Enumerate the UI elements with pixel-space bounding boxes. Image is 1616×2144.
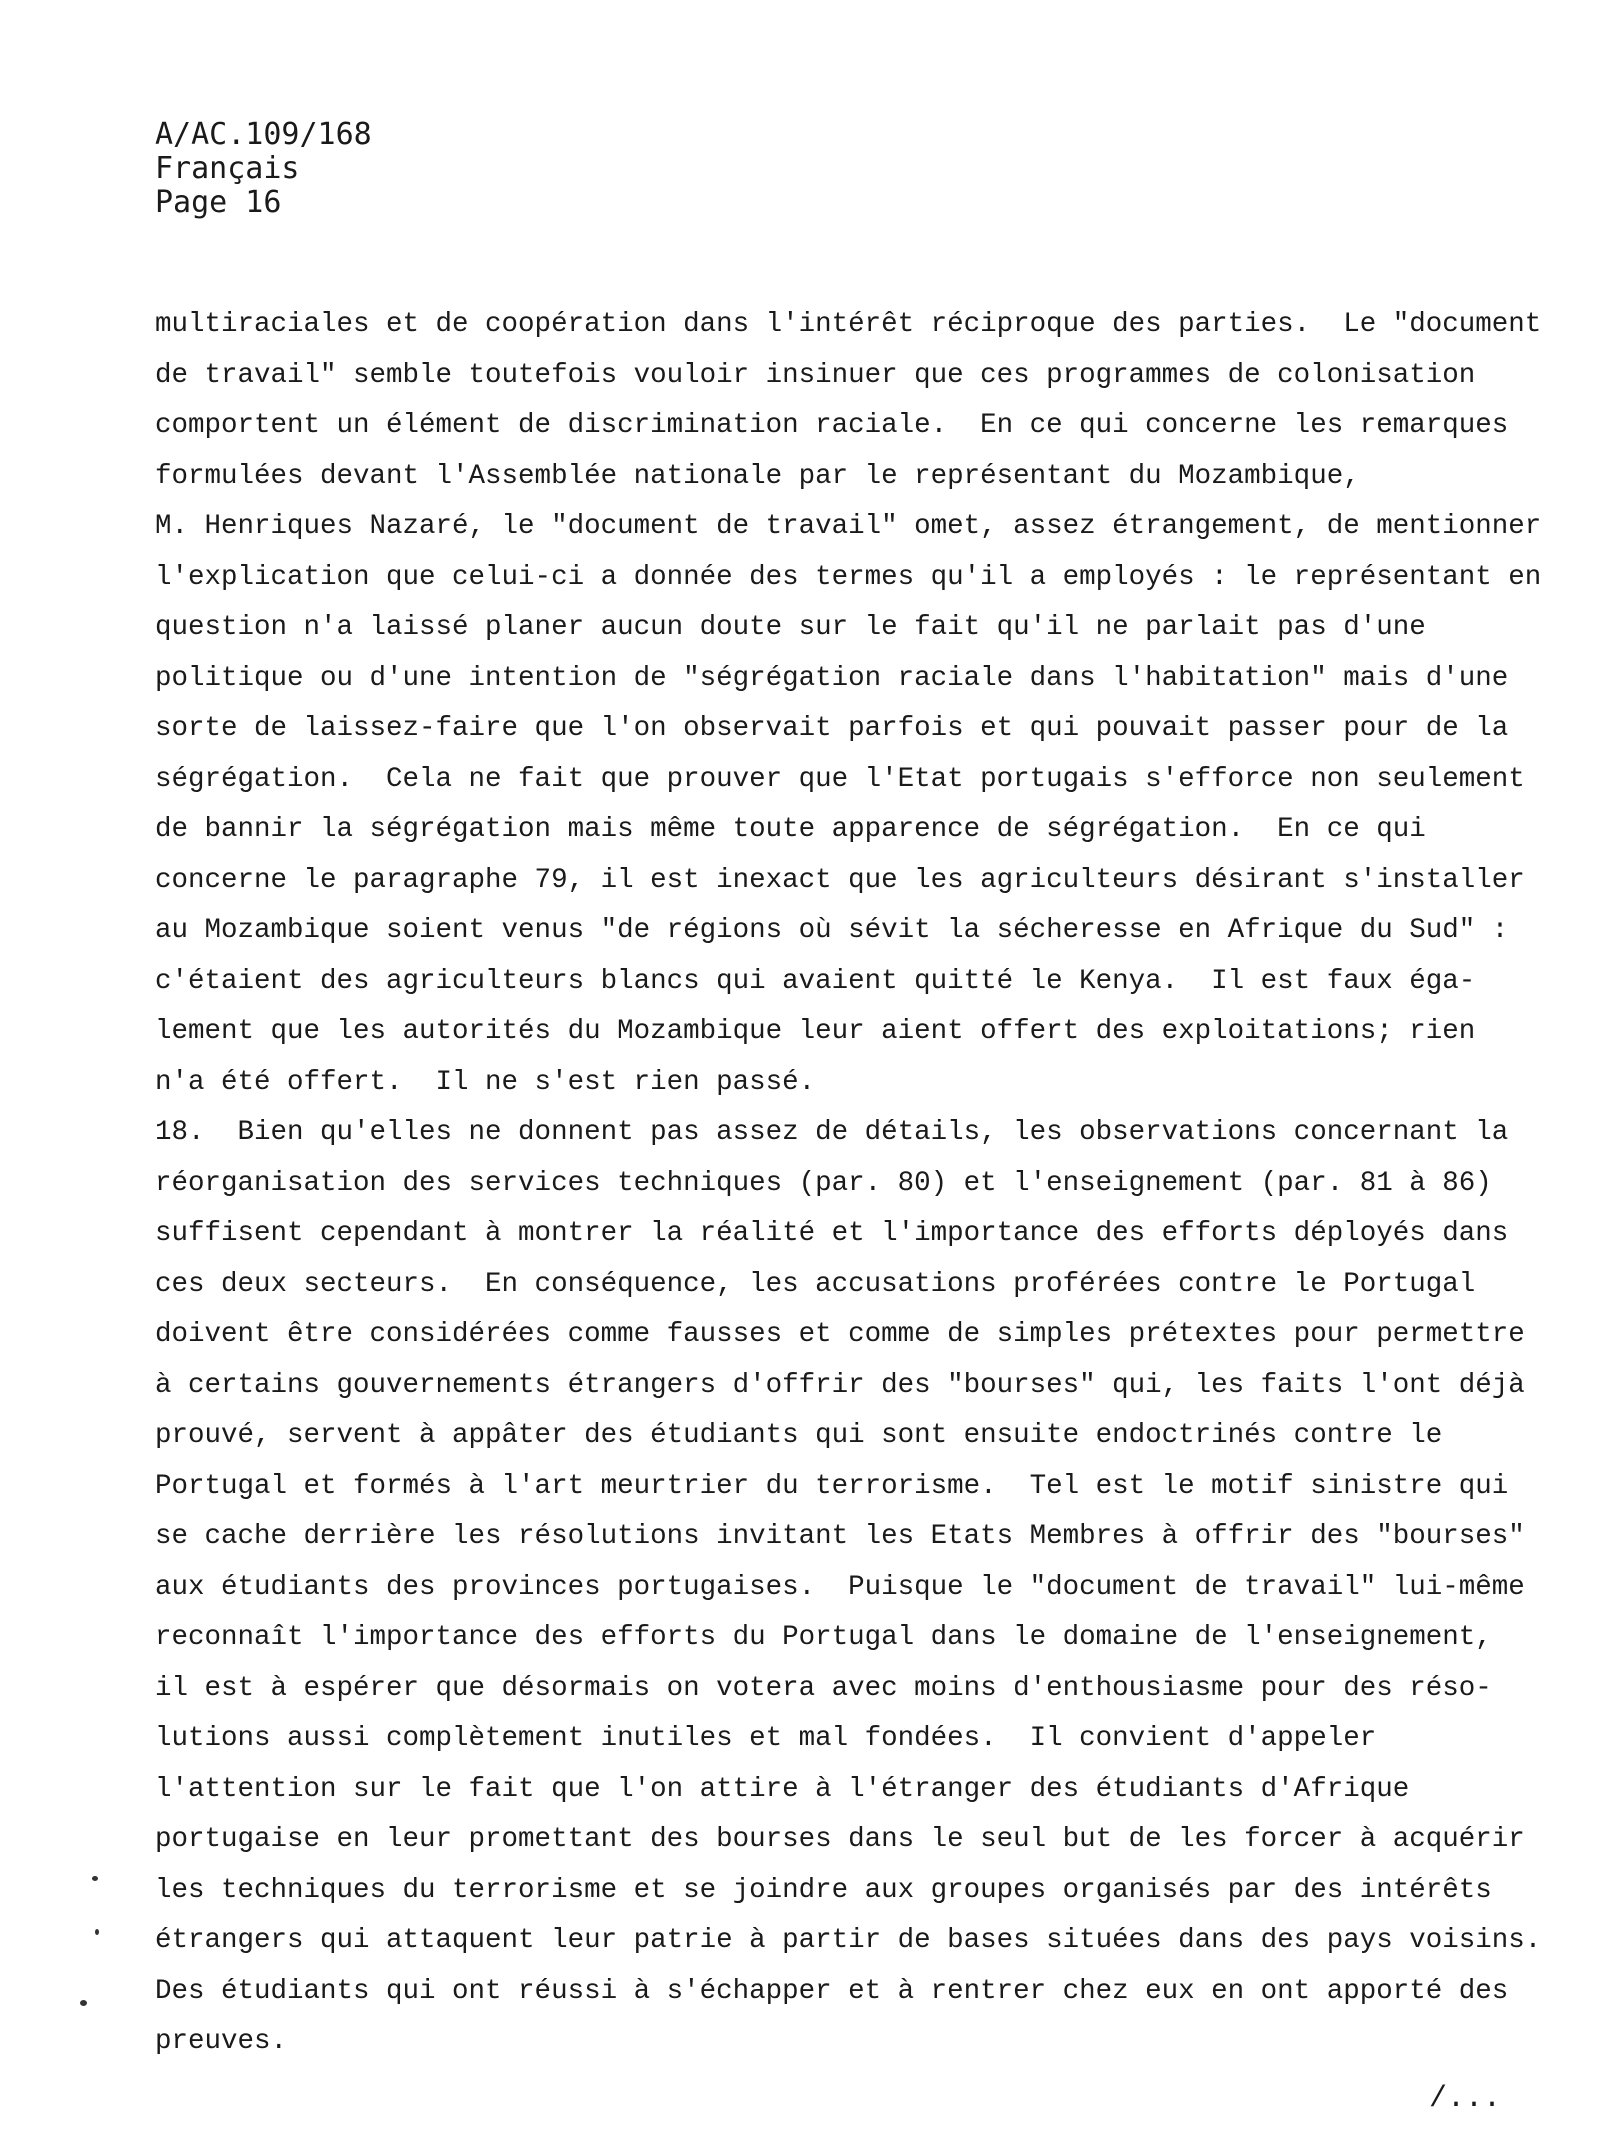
- text-line: sorte de laissez-faire que l'on observait parfois et qui pouvait passer pour de la: [155, 713, 1509, 744]
- text-line: preuves.: [155, 2026, 288, 2057]
- scan-speck: [92, 1876, 98, 1881]
- text-line: lement que les autorités du Mozambique leur aient offert des exploitations; rien: [155, 1016, 1476, 1047]
- document-language: Français: [155, 151, 300, 186]
- text-line: aux étudiants des provinces portugaises. Puisque le "document de travail" lui-même: [155, 1571, 1525, 1603]
- text-line: l'attention sur le fait que l'on attire à l'étranger des étudiants d'Afrique: [155, 1773, 1410, 1805]
- page-number: Page 16: [155, 185, 282, 220]
- text-line: de travail" semble toutefois vouloir insinuer que ces programmes de colonisation: [155, 359, 1476, 391]
- text-line: concerne le paragraphe 79, il est inexact que les agriculteurs désirant s'installer: [155, 864, 1525, 896]
- text-line: réorganisation des services techniques (par. 80) et l'enseignement (par. 81 à 86): [155, 1167, 1492, 1199]
- text-line: multiraciales et de coopération dans l'intérêt réciproque des parties. Le "document: [155, 309, 1542, 340]
- text-line: se cache derrière les résolutions invitant les Etats Membres à offrir des "bourses": [155, 1521, 1525, 1552]
- text-line: c'étaient des agriculteurs blancs qui avaient quitté le Kenya. Il est faux éga-: [155, 965, 1476, 997]
- text-line: il est à espérer que désormais on votera avec moins d'enthousiasme pour des réso-: [155, 1672, 1492, 1704]
- document-symbol: A/AC.109/168: [155, 117, 372, 152]
- text-line: 18. Bien qu'elles ne donnent pas assez de détails, les observations concernant la: [155, 1117, 1509, 1148]
- text-line: doivent être considérées comme fausses et comme de simples prétextes pour permettre: [155, 1319, 1525, 1350]
- text-line: ségrégation. Cela ne fait que prouver que l'Etat portugais s'efforce non seulement: [155, 763, 1525, 795]
- text-line: suffisent cependant à montrer la réalité et l'importance des efforts déployés dans: [155, 1218, 1509, 1249]
- text-line: politique ou d'une intention de "ségrégation raciale dans l'habitation" mais d'une: [155, 662, 1509, 694]
- text-line: n'a été offert. Il ne s'est rien passé.: [155, 1066, 816, 1098]
- continuation-mark: /...: [1428, 2082, 1501, 2116]
- body-text: [155, 300, 1555, 2068]
- text-line: l'explication que celui-ci a donnée des termes qu'il a employés : le représentant en: [155, 561, 1542, 593]
- text-line: à certains gouvernements étrangers d'offrir des "bourses" qui, les faits l'ont déjà: [155, 1369, 1525, 1401]
- text-line: reconnaît l'importance des efforts du Portugal dans le domaine de l'enseignement,: [155, 1622, 1492, 1653]
- text-line: Des étudiants qui ont réussi à s'échapper et à rentrer chez eux en ont apporté des: [155, 1975, 1509, 2007]
- document-header: [155, 118, 372, 220]
- text-line: les techniques du terrorisme et se joindre aux groupes organisés par des intérêts: [155, 1874, 1492, 1906]
- text-line: ces deux secteurs. En conséquence, les accusations proférées contre le Portugal: [155, 1268, 1476, 1300]
- text-line: portugaise en leur promettant des bourses dans le seul but de les forcer à acquérir: [155, 1824, 1525, 1855]
- text-line: formulées devant l'Assemblée nationale par le représentant du Mozambique,: [155, 460, 1360, 492]
- scan-speck: [95, 1929, 99, 1935]
- text-line: question n'a laissé planer aucun doute sur le fait qu'il ne parlait pas d'une: [155, 612, 1426, 643]
- text-line: Portugal et formés à l'art meurtrier du terrorisme. Tel est le motif sinistre qui: [155, 1470, 1509, 1502]
- text-line: prouvé, servent à appâter des étudiants qui sont ensuite endoctrinés contre le: [155, 1420, 1443, 1451]
- text-line: au Mozambique soient venus "de régions où sévit la sécheresse en Afrique du Sud" :: [155, 915, 1509, 946]
- text-line: de bannir la ségrégation mais même toute apparence de ségrégation. En ce qui: [155, 814, 1426, 845]
- scan-speck: [80, 2000, 87, 2006]
- text-line: lutions aussi complètement inutiles et mal fondées. Il convient d'appeler: [155, 1723, 1377, 1754]
- text-line: étrangers qui attaquent leur patrie à partir de bases situées dans des pays voisins.: [155, 1925, 1542, 1956]
- text-line: comportent un élément de discrimination raciale. En ce qui concerne les remarques: [155, 410, 1509, 441]
- text-line: M. Henriques Nazaré, le "document de travail" omet, assez étrangement, de mentionner: [155, 511, 1542, 542]
